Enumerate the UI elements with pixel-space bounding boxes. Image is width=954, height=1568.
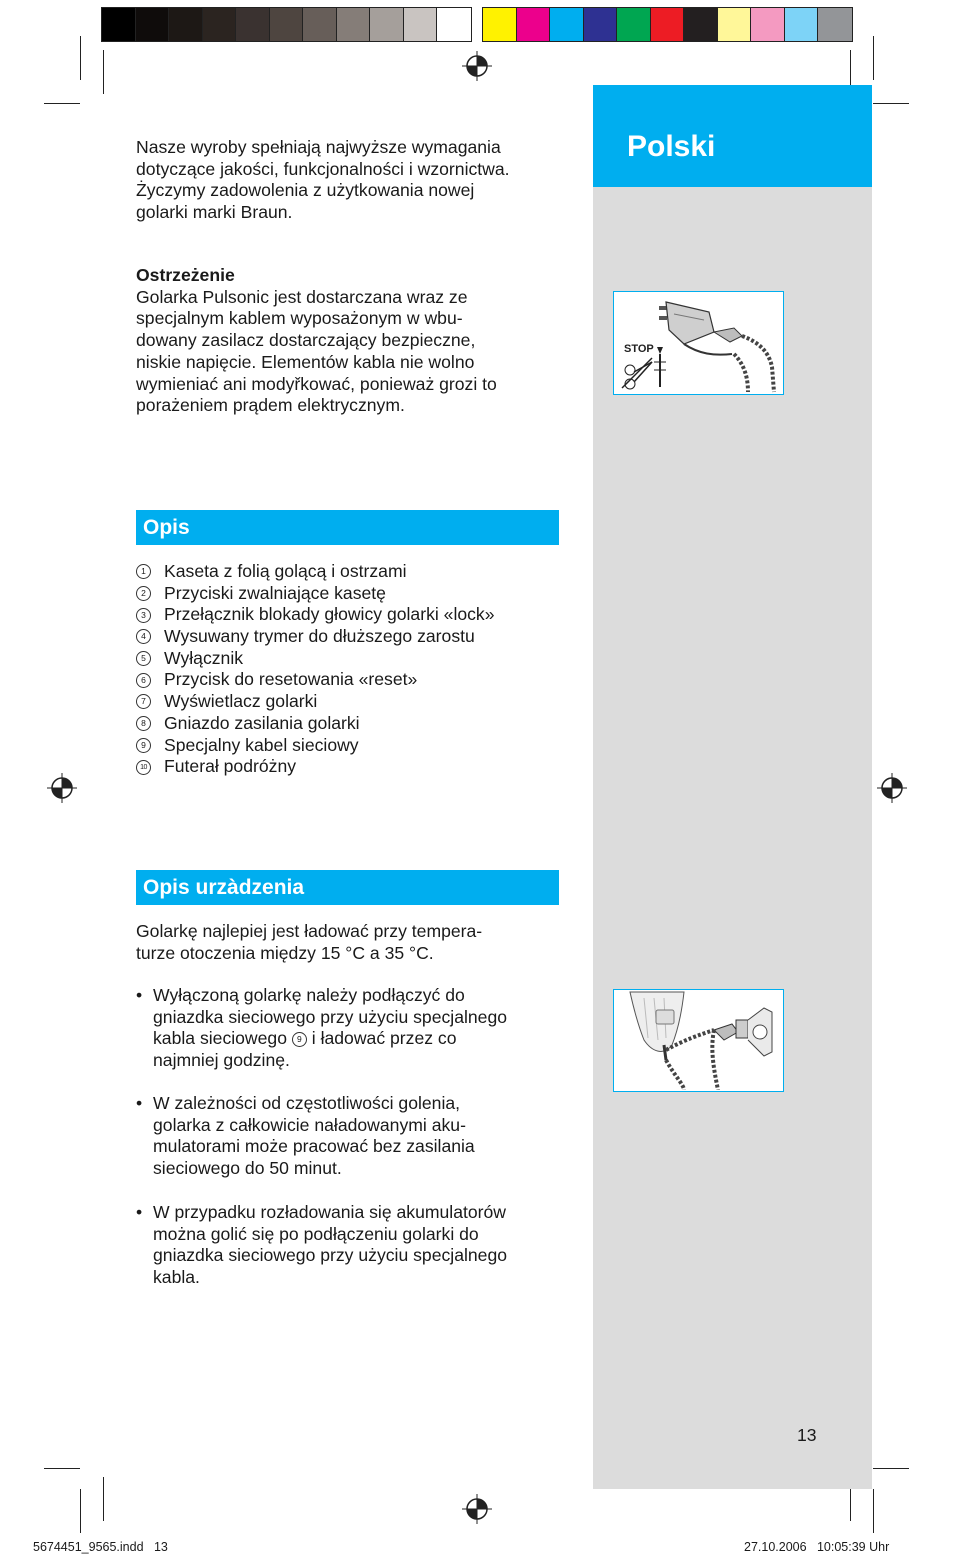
color-swatch	[584, 8, 618, 41]
text-line: Nasze wyroby spełniają najwyższe wymagania	[136, 137, 501, 157]
color-swatch	[751, 8, 785, 41]
text-line: Golarkę najlepiej jest ładować przy tempera-	[136, 921, 483, 941]
text-line: sieciowego do 50 minut.	[153, 1158, 342, 1179]
crop-mark	[80, 1489, 81, 1533]
item-text: Przycisk do resetowania «reset»	[164, 669, 418, 690]
list-item	[136, 735, 566, 757]
text-line	[153, 1028, 507, 1050]
text-line: mulatorami może pracować bez zasilania	[153, 1136, 475, 1157]
color-swatch	[270, 8, 304, 41]
color-swatch	[303, 8, 337, 41]
text-line: Wyłączoną golarkę należy podłączyć do	[153, 985, 465, 1005]
language-title: Polski	[627, 130, 716, 163]
item-number: 3	[136, 608, 151, 623]
text-line: porażeniem prądem elektrycznym.	[136, 395, 405, 416]
warning-title: Ostrzeżenie	[136, 265, 235, 285]
cord-warning-illustration	[613, 291, 784, 395]
text-line: golarki marki Braun.	[136, 202, 293, 223]
item-number: 7	[136, 694, 151, 709]
item-text: Gniazdo zasilania golarki	[164, 712, 360, 733]
crop-mark	[873, 1468, 909, 1469]
section-heading-opis: Opis	[136, 510, 559, 545]
item-text: Wyłącznik	[164, 647, 244, 668]
crop-mark	[873, 103, 909, 104]
text-line: najmniej godzinę.	[153, 1050, 290, 1071]
bullet-item	[136, 1093, 566, 1180]
crop-mark	[80, 36, 81, 80]
item-number: 8	[136, 716, 151, 731]
registration-mark-icon	[877, 773, 907, 803]
warning-block	[136, 265, 576, 417]
color-swatch	[818, 8, 852, 41]
list-item	[136, 604, 566, 626]
text-line: Golarka Pulsonic jest dostarczana wraz ze	[136, 286, 468, 307]
parts-list	[136, 561, 566, 778]
text-line: można golić się po podłączeniu golarki do	[153, 1223, 479, 1244]
color-swatch	[718, 8, 752, 41]
crop-mark	[103, 50, 104, 94]
list-item	[136, 713, 566, 735]
registration-mark-icon	[462, 51, 492, 81]
color-swatch	[404, 8, 438, 41]
bullet-item	[136, 1202, 566, 1289]
item-number: 4	[136, 629, 151, 644]
crop-mark	[44, 103, 80, 104]
registration-mark-icon	[47, 773, 77, 803]
power-cord-icon	[614, 292, 782, 393]
color-swatch	[617, 8, 651, 41]
bullet-item	[136, 985, 566, 1072]
color-swatch	[169, 8, 203, 41]
list-item	[136, 561, 566, 583]
list-item	[136, 583, 566, 605]
item-text: Wysuwany trymer do dłuższego zarostu	[164, 626, 475, 647]
color-swatch	[684, 8, 718, 41]
text-line: Życzymy zadowolenia z użytkowania nowej	[136, 180, 475, 201]
item-text: Przełącznik blokady głowicy golarki «lock»	[164, 604, 495, 625]
item-number: 6	[136, 673, 151, 688]
file-slug: 5674451_9565.indd 13	[33, 1540, 168, 1554]
text-line: gniazdka sieciowego przy użyciu specjalnego	[153, 1006, 508, 1027]
color-swatch	[483, 8, 517, 41]
item-text: Kaseta z folią golącą i ostrzami	[164, 561, 407, 581]
text-line: turze otoczenia między 15 °C a 35 °C.	[136, 942, 434, 963]
color-swatch	[203, 8, 237, 41]
item-number: 10	[136, 760, 151, 775]
color-swatch	[651, 8, 685, 41]
list-item	[136, 691, 566, 713]
text-line: niskie napięcie. Elementów kabla nie wolno	[136, 351, 475, 372]
color-swatch	[102, 8, 136, 41]
list-item	[136, 648, 566, 670]
item-text: Futerał podróżny	[164, 756, 297, 777]
shaver-icon	[614, 990, 782, 1090]
bullet-dot: •	[136, 1093, 143, 1113]
item-number: 9	[136, 738, 151, 753]
color-swatch	[517, 8, 551, 41]
color-swatch	[550, 8, 584, 41]
text-line: wymieniać ani modyřkować, ponieważ grozi to	[136, 373, 497, 394]
color-swatch	[785, 8, 819, 41]
text-line: specjalnym kablem wyposażonym w wbu-	[136, 308, 463, 329]
bullet-dot: •	[136, 985, 143, 1005]
list-item	[136, 626, 566, 648]
text-line: W zależności od częstotliwości golenia,	[153, 1093, 461, 1113]
color-swatch	[437, 8, 471, 41]
item-number: 1	[136, 564, 151, 579]
item-number: 2	[136, 586, 151, 601]
text-line: golarka z całkowicie naładowanymi aku-	[153, 1114, 466, 1135]
crop-mark	[44, 1468, 80, 1469]
color-swatch	[236, 8, 270, 41]
color-swatch	[337, 8, 371, 41]
bullet-dot: •	[136, 1202, 143, 1222]
text-line: gniazdka sieciowego przy użyciu specjalnego	[153, 1245, 508, 1266]
crop-mark	[103, 1477, 104, 1521]
text-line: dotyczące jakości, funkcjonalności i wzornictwa.	[136, 158, 510, 179]
text-segment: i ładować przez co	[311, 1028, 457, 1049]
text-line: kabla.	[153, 1267, 200, 1288]
list-item	[136, 669, 566, 691]
charging-intro	[136, 921, 576, 964]
color-swatch	[136, 8, 170, 41]
item-text: Wyświetlacz golarki	[164, 691, 318, 712]
reference-number: 9	[292, 1032, 307, 1047]
page-number: 13	[797, 1425, 817, 1445]
registration-mark-icon	[462, 1494, 492, 1524]
shaver-charging-illustration	[613, 989, 784, 1092]
text-line: W przypadku rozładowania się akumulatorów	[153, 1202, 507, 1222]
crop-mark	[873, 1489, 874, 1533]
list-item	[136, 756, 566, 778]
intro-paragraph	[136, 137, 576, 224]
grayscale-color-bar	[101, 7, 472, 42]
text-line: dowany zasilacz dostarczający bezpieczne,	[136, 330, 476, 351]
text-segment: kabla sieciowego	[153, 1028, 287, 1049]
timestamp-slug: 27.10.2006 10:05:39 Uhr	[744, 1540, 890, 1554]
section-heading-opis-urzadzenia: Opis urzàdzenia	[136, 870, 559, 905]
color-swatch	[370, 8, 404, 41]
process-color-bar	[482, 7, 853, 42]
item-text: Specjalny kabel sieciowy	[164, 734, 359, 755]
crop-mark	[873, 36, 874, 80]
item-number: 5	[136, 651, 151, 666]
item-text: Przyciski zwalniające kasetę	[164, 582, 386, 603]
stop-label: STOP	[624, 343, 654, 355]
